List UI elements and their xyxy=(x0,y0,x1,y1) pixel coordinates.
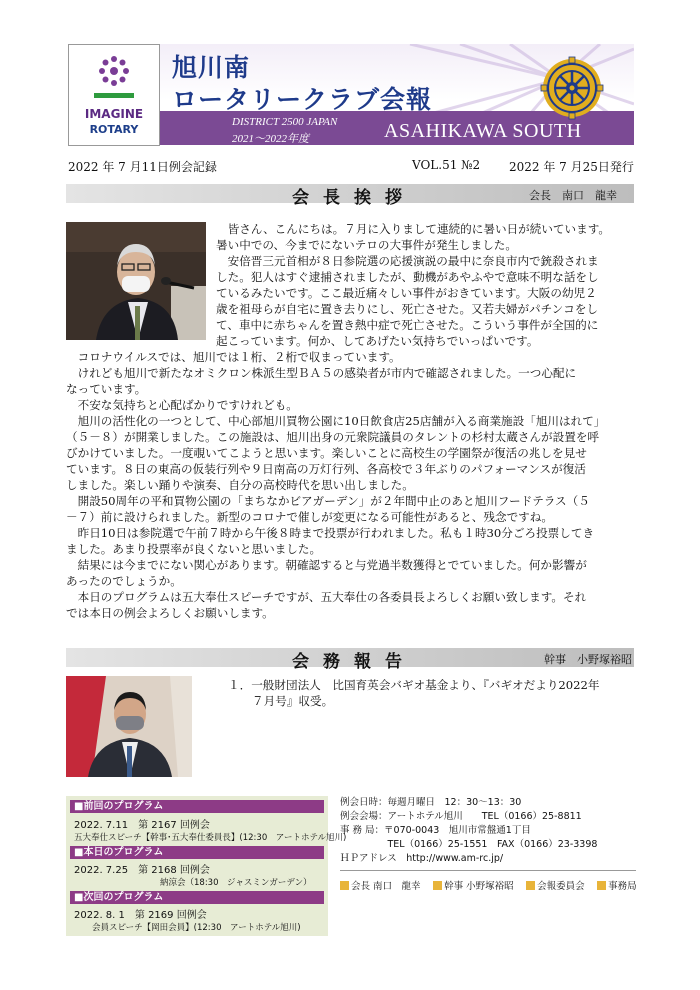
meeting-time: 例会日時：毎週月曜日 12：30～13：30 xyxy=(340,797,522,808)
homepage-address: ＨＰアドレス http://www.am-rc.jp/ xyxy=(340,853,504,864)
info-divider xyxy=(340,870,636,871)
district-label: DISTRICT 2500 JAPAN xyxy=(232,116,338,128)
officer-office: 事務局 xyxy=(608,881,637,892)
president-line: 旭川の活性化の一つとして、中心部旭川買物公園に10日飲食店25店舗が入る商業施設「旭川はれて」 xyxy=(66,414,606,428)
president-line: （５－８）が開業しました。この施設は、旭川出身の元衆院議員のタレントの杉村太蔵さんが設置を呼 xyxy=(66,430,600,444)
secretary-item-line2: ７月号』収受。 xyxy=(252,694,334,708)
imagine-rotary-logo xyxy=(68,44,160,146)
club-name-line2: ロータリークラブ会報 xyxy=(172,85,433,114)
next-program-detail: 会員スピーチ【岡田会員】(12:30 アートホテル旭川) xyxy=(92,923,301,933)
president-line: て、車中に赤ちゃんを置き熱中症で死亡させた。こういう事件が全国的に xyxy=(216,318,599,332)
president-line: あったのでしょうか。 xyxy=(66,574,182,588)
secretary-report xyxy=(228,677,600,709)
logo-imagine-text: IMAGINE xyxy=(84,107,144,121)
president-line: ました。あまり投票率が良くないと思いました。 xyxy=(66,542,322,556)
president-photo xyxy=(66,222,206,340)
today-program-date: 2022. 7.25 第 2168 回例会 xyxy=(74,865,210,876)
president-line: びかけていました。一度覗いてこようと思います。楽しいことに高校生の学園祭が復活の兆しを見せ xyxy=(66,446,587,460)
president-line: けれども旭川で新たなオミクロン株派生型ＢＡ５の感染者が市内で確認されました。一つ心配に xyxy=(66,366,577,380)
officers-list xyxy=(340,878,637,892)
bullet-square-icon xyxy=(340,881,349,890)
president-line: した。犯人はすぐ逮捕されましたが、動機があやふやで意味不明な話をし xyxy=(216,270,599,284)
today-program-heading: ■本日のプログラム xyxy=(70,846,324,859)
meeting-venue: 例会会場：アートホテル旭川 TEL（0166）25-8811 xyxy=(340,811,582,822)
president-line: 開設50周年の平和買物公園の「まちなかビアガーデン」が２年間中止のあと旭川フードテラス（５ xyxy=(66,494,590,508)
secretary-photo xyxy=(66,676,192,777)
prev-program-date: 2022. 7.11 第 2167 回例会 xyxy=(74,820,210,831)
meeting-info xyxy=(340,796,597,866)
president-section-bar xyxy=(66,184,634,208)
president-line: 本日のプログラムは五大奉仕スピーチですが、五大奉仕の各委員長よろしくお願い致します。それ xyxy=(66,590,587,604)
bullet-square-icon xyxy=(526,881,535,890)
president-author: 会長 南口 龍幸 xyxy=(529,189,617,202)
president-line: では本日の例会よろしくお願いします。 xyxy=(66,606,274,620)
president-line: 不安な気持ちと心配ばかりですけれども。 xyxy=(66,398,298,412)
president-line: しました。楽しい踊りや演奏、自分の高校時代を思い出しました。 xyxy=(66,478,414,492)
bullet-square-icon xyxy=(433,881,442,890)
program-box xyxy=(66,796,347,936)
president-line: 安倍晋三元首相が８日参院選の応援演説の最中に奈良市内で銃殺されま xyxy=(216,254,599,268)
president-line: 暑い中での、今までにないテロの大事件が発生しました。 xyxy=(216,238,517,252)
officer-committee: 会報委員会 xyxy=(537,881,585,892)
president-line: ているみたいです。ここ最近痛々しい事件がおきています。大阪の幼児２ xyxy=(216,286,597,300)
office-phone: TEL（0166）25-1551 FAX（0166）23-3398 xyxy=(340,839,598,850)
fiscal-year: 2021～2022年度 xyxy=(232,133,309,145)
officer-secretary: 幹事 小野塚裕昭 xyxy=(444,881,514,892)
secretary-section-title: 会務報告 xyxy=(292,652,416,672)
club-name-line1: 旭川南 xyxy=(172,53,251,82)
president-line: 起こっています。何か、してあげたい気持ちでいっぱいです。 xyxy=(216,334,539,348)
today-program-detail: 納涼会（18:30 ジャスミンガーデン） xyxy=(160,878,312,888)
secretary-author: 幹事 小野塚裕昭 xyxy=(544,653,632,666)
secretary-section-bar xyxy=(66,648,634,672)
logo-rotary-text: ROTARY xyxy=(89,123,139,136)
president-message-wrapped xyxy=(216,221,610,349)
president-line: 歳を祖母らが自宅に置き去りにし、死亡させた。又若夫婦がパチンコをし xyxy=(216,302,599,316)
prev-program-heading: ■前回のプログラム xyxy=(70,800,324,813)
president-message-full xyxy=(66,349,605,621)
bullet-square-icon xyxy=(597,881,606,890)
president-line: コロナウイルスでは、旭川では１桁、２桁で収まっています。 xyxy=(66,350,401,364)
president-section-title: 会長挨拶 xyxy=(292,188,416,208)
president-line: 結果には今までにない関心があります。朝確認すると与党過半数獲得とでていました。何か影響が xyxy=(66,558,587,572)
volume-number: VOL.51 №2 xyxy=(412,158,481,172)
office-address: 事 務 局：〒070-0043 旭川市常盤通1丁目 xyxy=(340,825,531,836)
secretary-item-line1: １．一般財団法人 比国育英会バギオ基金より、『バギオだより2022年 xyxy=(228,678,600,692)
president-line: なっています。 xyxy=(66,382,147,396)
meeting-record-date: 2022 年 7 月11日例会記録 xyxy=(68,160,217,174)
president-line: 皆さん、こんにちは。７月に入りまして連続的に暑い日が続いています。 xyxy=(216,222,610,236)
president-line: 昨日10日は参院選で午前７時から午後８時まで投票が行われました。私も１時30分ごろ投票してき xyxy=(66,526,595,540)
next-program-heading: ■次回のプログラム xyxy=(70,891,324,904)
imagine-flower-icon xyxy=(91,53,137,105)
issue-date: 2022 年 7 月25日発行 xyxy=(509,160,634,174)
club-name-english: ASAHIKAWA SOUTH xyxy=(384,120,582,142)
president-line: ています。８日の東高の仮装行列や９日南高の万灯行列、各高校で３年ぶりのパフォーマンスが復活 xyxy=(66,462,586,476)
rotary-wheel-icon xyxy=(540,56,604,120)
next-program-date: 2022. 8. 1 第 2169 回例会 xyxy=(74,910,207,921)
prev-program-detail: 五大奉仕スピーチ【幹事･五大奉仕委員長】(12:30 アートホテル旭川) xyxy=(74,833,347,843)
president-line: －７）前に設けられました。新型のコロナで催しが変更になる可能性があると、残念ですね。 xyxy=(66,510,553,524)
officer-president: 会長 南口 龍幸 xyxy=(351,881,421,892)
